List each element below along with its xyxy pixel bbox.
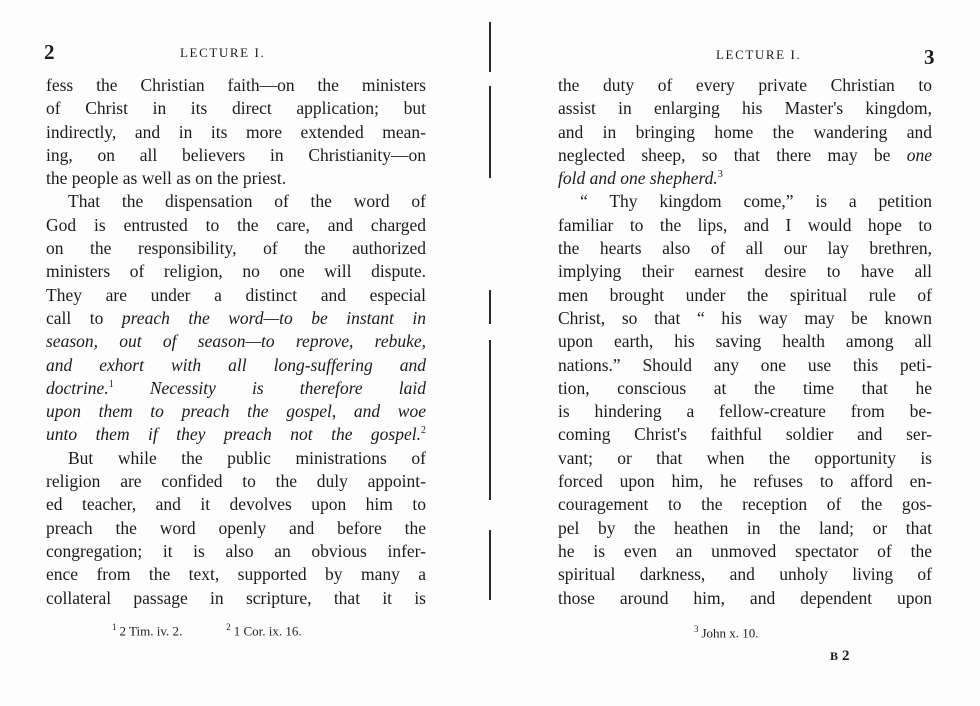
text-line — [46, 493, 426, 516]
text-segment: doctrine. — [46, 377, 109, 398]
text-segment: ministers of religion, no one will dispute. — [46, 261, 426, 282]
text-segment: and in bringing home the wandering and — [558, 121, 932, 142]
text-line — [558, 447, 932, 470]
text-line — [46, 400, 426, 423]
text-line — [558, 400, 932, 423]
text-segment: Necessity is therefore laid — [113, 377, 426, 398]
text-segment: fess the Christian faith—on the ministers — [46, 75, 426, 95]
left-page — [0, 0, 486, 706]
text-line — [46, 354, 426, 377]
left-page-header — [0, 40, 486, 64]
text-line — [46, 144, 426, 167]
text-line — [558, 563, 932, 586]
text-line — [46, 121, 426, 144]
left-page-number: 2 — [44, 40, 55, 64]
text-segment: and exhort with all long-suffering and — [46, 354, 426, 375]
text-line — [46, 237, 426, 260]
text-segment: upon them to preach the gospel, and woe — [46, 401, 426, 422]
text-segment: unto them if they preach not the gospel. — [46, 424, 421, 445]
footnote-reference: 3 — [717, 169, 723, 181]
text-line — [46, 307, 426, 330]
text-segment: But while the public ministrations of — [68, 447, 426, 468]
signature-letter: B — [830, 649, 839, 663]
text-line — [46, 540, 426, 563]
text-line — [558, 423, 932, 446]
footnote-reference: 2 — [421, 425, 426, 437]
text-segment: call to — [46, 307, 122, 328]
text-segment: season, out of season—to reprove, rebuke, — [46, 331, 426, 352]
text-segment: God is entrusted to the care, and charged — [46, 214, 426, 235]
text-segment: pel by the heathen in the land; or that — [558, 517, 932, 538]
text-segment: on the responsibility, of the authorized — [46, 238, 426, 259]
text-line — [46, 423, 426, 446]
text-segment: ence from the text, supported by many a — [46, 564, 426, 585]
text-line — [46, 447, 426, 470]
text-line — [558, 540, 932, 563]
text-segment: he is even an unmoved spectator of the — [558, 540, 932, 561]
text-segment: is hindering a fellow-creature from be- — [558, 401, 932, 422]
text-line — [558, 587, 932, 610]
text-line — [558, 284, 932, 307]
text-line — [558, 144, 932, 167]
text-line — [558, 97, 932, 120]
text-segment: fold and one shepherd. — [558, 168, 718, 189]
text-line — [46, 284, 426, 307]
text-line — [46, 470, 426, 493]
right-page-header — [494, 40, 980, 69]
text-line — [558, 493, 932, 516]
text-line — [46, 214, 426, 237]
left-footnotes — [112, 622, 302, 639]
right-page-number: 3 — [924, 45, 935, 69]
text-segment: the people as well as on the priest. — [46, 168, 287, 189]
footnote — [112, 622, 182, 639]
text-segment: men brought under the spiritual rule of — [558, 284, 932, 305]
text-segment: congregation; it is also an obvious infer- — [46, 540, 426, 561]
text-segment: one — [906, 144, 932, 165]
text-segment: neglected sheep, so that there may be — [558, 144, 907, 165]
text-segment: ing, on all believers in Christianity—on — [46, 144, 426, 165]
footnote-mark: 2 — [226, 622, 231, 632]
text-line — [558, 121, 932, 144]
text-line — [46, 190, 426, 213]
text-line — [558, 214, 932, 237]
text-line — [558, 167, 932, 190]
text-line — [46, 260, 426, 283]
text-line — [558, 330, 932, 353]
signature-mark — [830, 648, 850, 665]
text-segment: forced upon him, he refuses to afford en- — [558, 471, 932, 492]
text-line — [46, 517, 426, 540]
right-footnotes — [694, 624, 759, 641]
text-line — [558, 307, 932, 330]
text-segment: those around him, and dependent upon — [558, 587, 932, 608]
text-segment: the duty of every private Christian to — [558, 75, 932, 95]
right-page — [494, 0, 980, 706]
text-line — [558, 470, 932, 493]
text-segment: vant; or that when the opportunity is — [558, 447, 932, 468]
text-segment: assist in enlarging his Master's kingdom, — [558, 98, 932, 119]
footnote — [226, 622, 301, 639]
footnote — [694, 624, 759, 641]
text-line — [558, 74, 932, 97]
text-segment: They are under a distinct and especial — [46, 284, 426, 305]
text-segment: “ Thy kingdom come,” is a petition — [580, 191, 932, 212]
text-segment: implying their earnest desire to have all — [558, 261, 932, 282]
footnote-reference: 1 — [108, 379, 114, 391]
text-segment: nations.” Should any one use this peti- — [558, 354, 932, 375]
left-running-head: LECTURE I. — [180, 45, 266, 60]
text-segment: spiritual darkness, and unholy living of — [558, 564, 932, 585]
footnote-mark: 1 — [112, 622, 117, 632]
text-segment: religion are confided to the duly appoint- — [46, 471, 426, 492]
text-segment: couragement to the reception of the gos- — [558, 494, 932, 515]
signature-number: 2 — [842, 648, 850, 664]
text-segment: Christ, so that “ his way may be known — [558, 307, 932, 328]
book-gutter — [486, 22, 494, 602]
text-line — [46, 330, 426, 353]
text-line — [46, 587, 426, 610]
left-page-text — [46, 74, 426, 610]
text-segment: indirectly, and in its more extended mean- — [46, 121, 426, 142]
footnote-text: 2 Tim. iv. 2. — [119, 623, 183, 639]
text-segment: of Christ in its direct application; but — [46, 98, 426, 119]
text-line — [558, 517, 932, 540]
text-line — [46, 167, 426, 190]
text-line — [558, 354, 932, 377]
text-segment: the hearts also of all our lay brethren, — [558, 238, 932, 259]
right-page-text — [558, 74, 932, 610]
text-segment: tion, conscious at the time that he — [558, 377, 932, 398]
text-segment: preach the word openly and before the — [46, 517, 426, 538]
text-segment: preach the word—to be instant in — [121, 307, 427, 328]
text-line — [46, 563, 426, 586]
text-line — [558, 260, 932, 283]
text-segment: That the dispensation of the word of — [68, 191, 426, 212]
text-line — [558, 190, 932, 213]
text-segment: ed teacher, and it devolves upon him to — [46, 494, 426, 515]
text-line — [46, 377, 426, 400]
text-line — [46, 97, 426, 120]
text-segment: familiar to the lips, and I would hope to — [558, 214, 932, 235]
footnote-text: John x. 10. — [701, 625, 759, 641]
footnote-text: 1 Cor. ix. 16. — [233, 623, 302, 639]
footnote-mark: 3 — [694, 624, 699, 634]
text-line — [558, 237, 932, 260]
text-line — [558, 377, 932, 400]
text-segment: collateral passage in scripture, that it is — [46, 587, 426, 608]
text-segment: coming Christ's faithful soldier and ser- — [558, 424, 932, 445]
right-running-head: LECTURE I. — [716, 47, 802, 62]
text-segment: upon earth, his saving health among all — [558, 331, 932, 352]
text-line — [46, 74, 426, 97]
